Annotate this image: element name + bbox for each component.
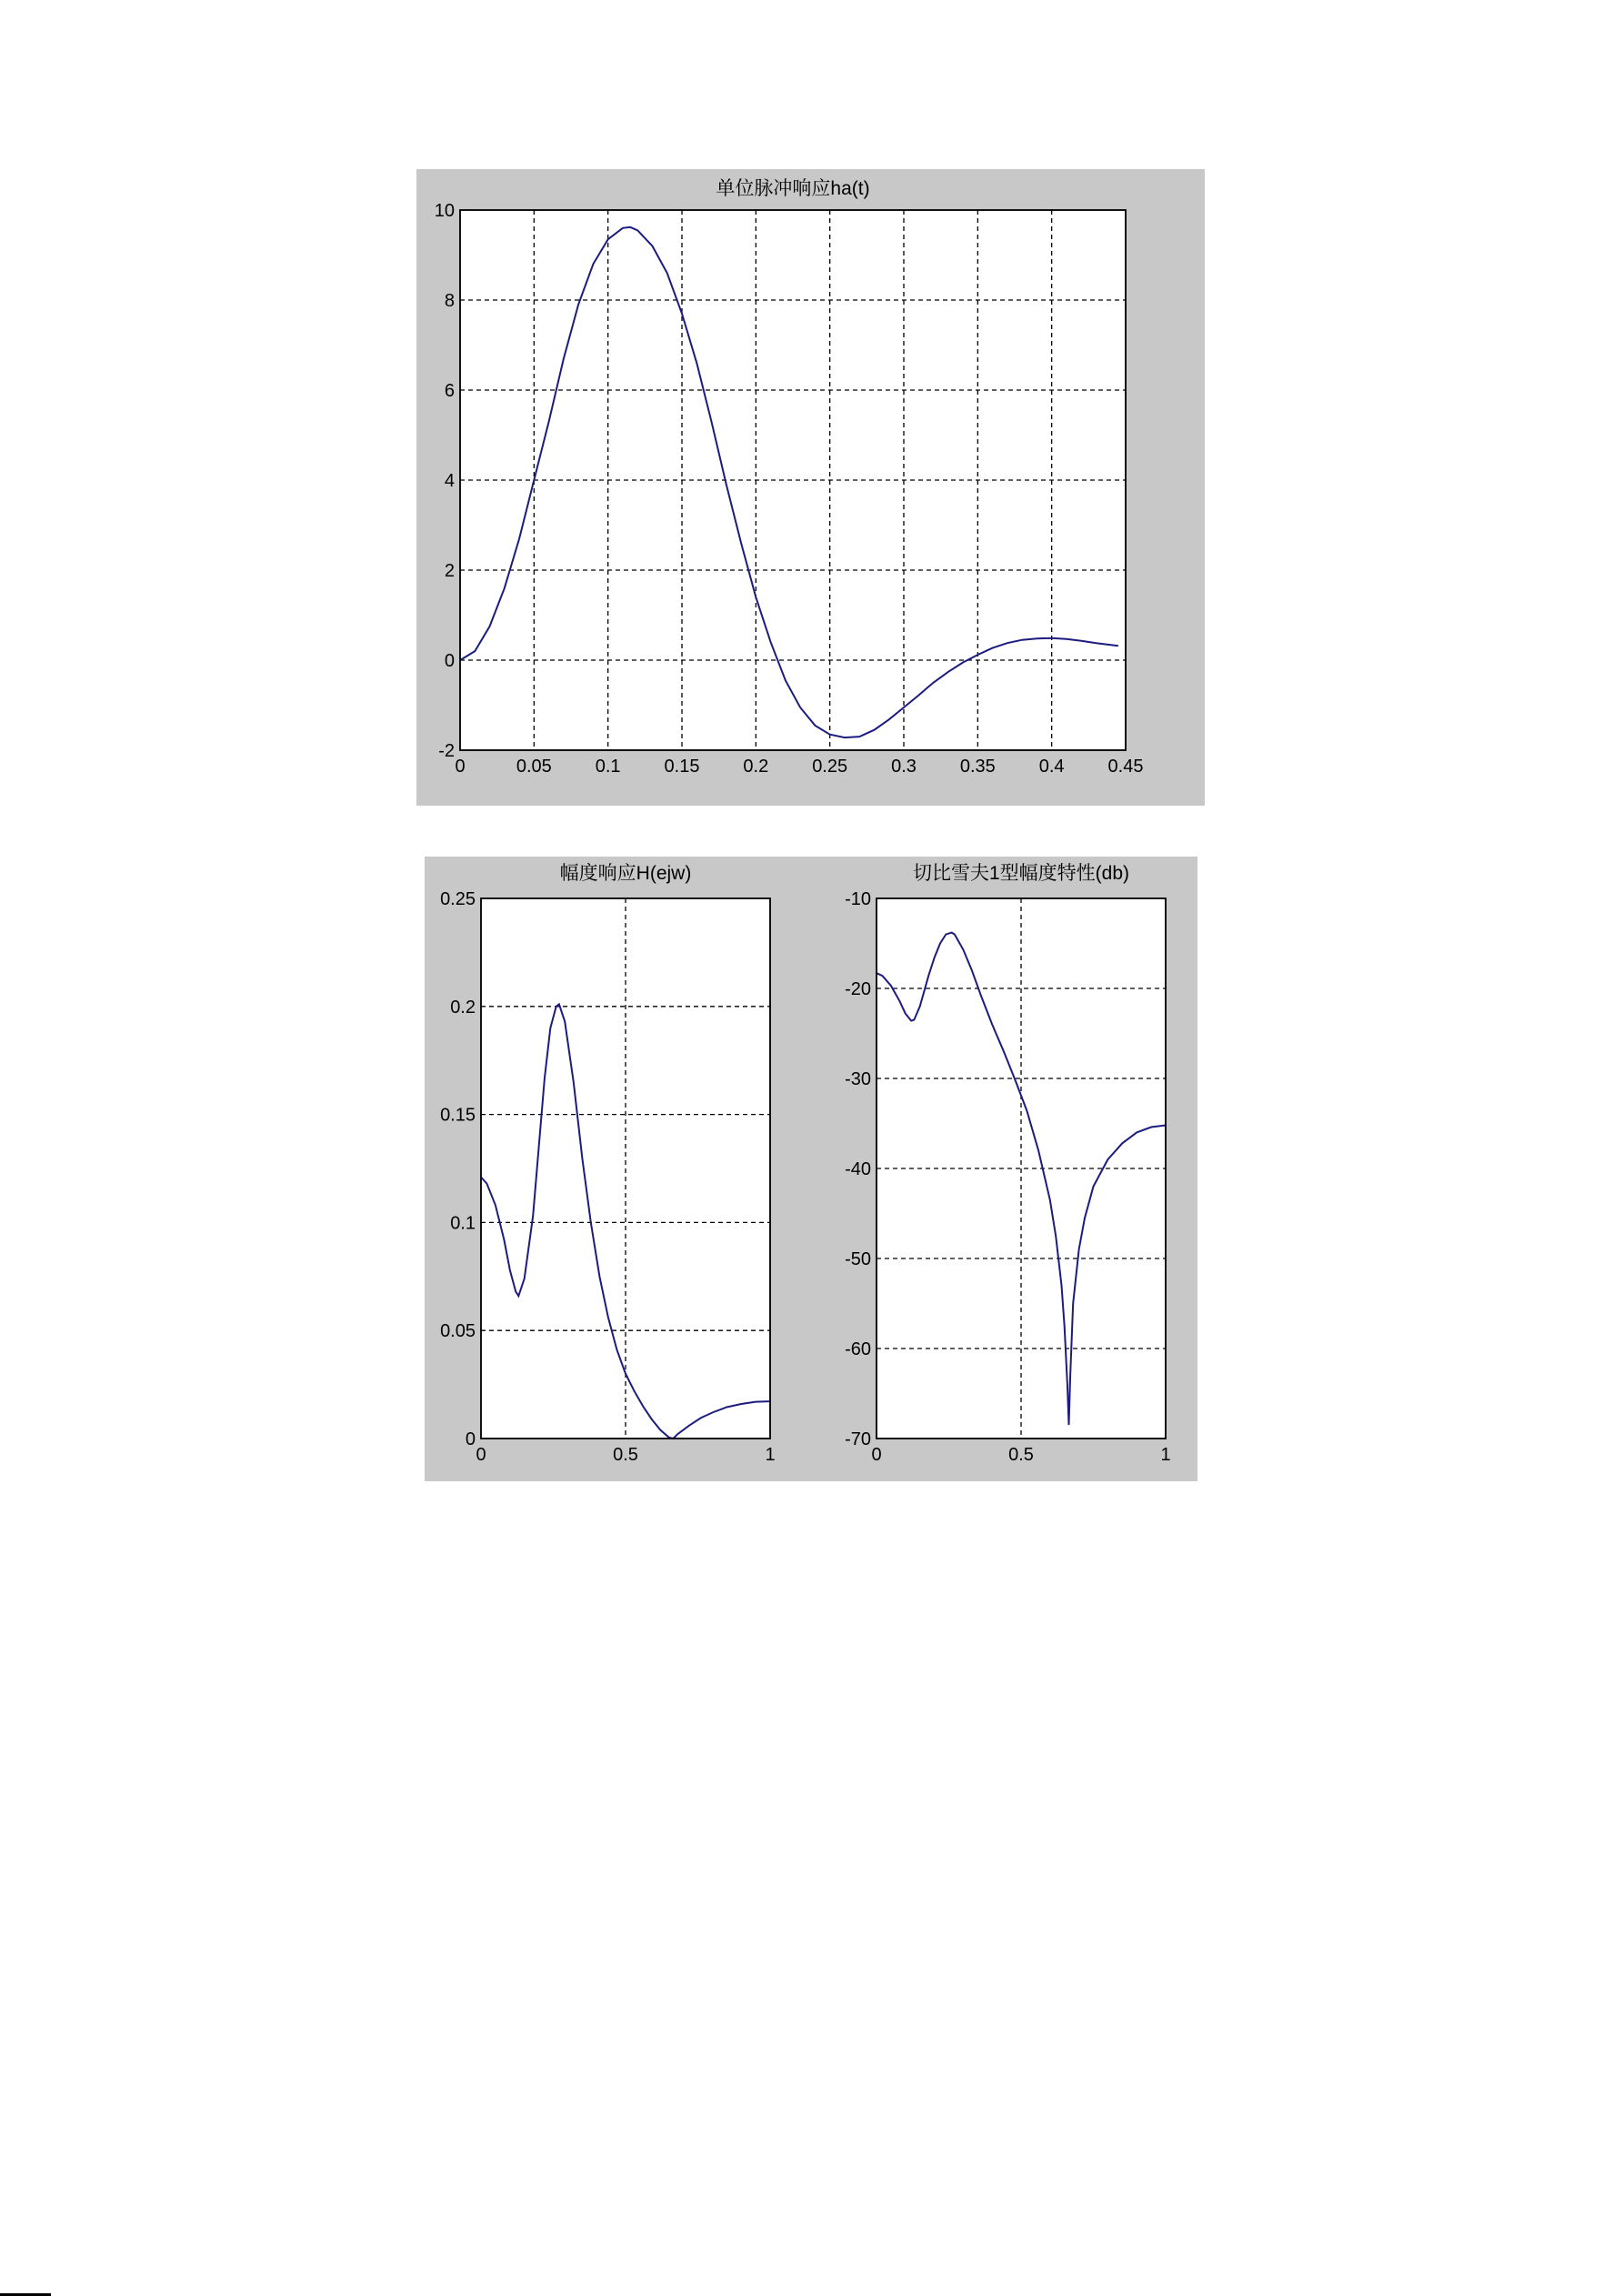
impulse-y-tick-label: 0 — [444, 651, 455, 671]
chebyshev-y-tick-label: -20 — [845, 979, 871, 999]
impulse-x-tick-label: 0.05 — [516, 757, 552, 777]
impulse-y-tick-label: 10 — [434, 201, 455, 221]
impulse-x-tick-label: 0.35 — [959, 757, 996, 777]
frequency-response-figure — [425, 857, 1197, 1481]
magnitude-y-tick-label: 0.2 — [450, 997, 476, 1018]
chebyshev-x-tick-label: 0 — [871, 1445, 882, 1465]
magnitude-y-tick-label: 0.25 — [440, 889, 476, 909]
chebyshev-axes — [845, 863, 1170, 1465]
magnitude-axes — [440, 863, 776, 1465]
impulse-y-tick-label: 2 — [444, 561, 455, 581]
impulse-x-tick-label: 0.2 — [743, 757, 769, 777]
impulse-y-tick-label: 4 — [444, 471, 455, 491]
impulse-x-tick-label: 0.45 — [1107, 757, 1144, 777]
chebyshev-y-tick-label: -30 — [845, 1069, 871, 1089]
impulse-response-chart — [416, 169, 1205, 806]
impulse-x-tick-label: 0.4 — [1038, 757, 1065, 777]
chebyshev-title: 切比雪夫1型幅度特性(db) — [912, 863, 1130, 884]
chebyshev-y-tick-label: -10 — [845, 889, 871, 909]
impulse-axes — [435, 178, 1144, 777]
magnitude-x-tick-label: 0 — [476, 1445, 486, 1465]
impulse-x-tick-label: 0.25 — [812, 757, 848, 777]
chebyshev-y-tick-label: -70 — [845, 1429, 871, 1449]
impulse-x-tick-label: 0 — [455, 757, 466, 777]
chebyshev-y-tick-label: -60 — [845, 1339, 871, 1359]
magnitude-y-tick-label: 0 — [465, 1429, 476, 1449]
impulse-y-tick-label: -2 — [438, 741, 455, 761]
impulse-y-tick-label: 8 — [444, 291, 455, 311]
frequency-response-charts — [425, 857, 1197, 1481]
magnitude-y-tick-label: 0.05 — [440, 1321, 476, 1342]
impulse-response-figure — [416, 169, 1205, 806]
impulse-x-tick-label: 0.15 — [664, 757, 700, 777]
impulse-x-tick-label: 0.3 — [891, 757, 917, 777]
impulse-title: 单位脉冲响应ha(t) — [716, 178, 870, 199]
chebyshev-y-tick-label: -40 — [845, 1159, 871, 1179]
impulse-x-tick-label: 0.1 — [595, 757, 621, 777]
magnitude-y-tick-label: 0.15 — [440, 1105, 476, 1126]
chebyshev-y-tick-label: -50 — [845, 1249, 871, 1269]
chebyshev-x-tick-label: 0.5 — [1008, 1445, 1034, 1465]
magnitude-x-tick-label: 0.5 — [613, 1445, 638, 1465]
impulse-y-tick-label: 6 — [444, 381, 455, 401]
chebyshev-x-tick-label: 1 — [1160, 1445, 1171, 1465]
magnitude-x-tick-label: 1 — [765, 1445, 776, 1465]
magnitude-y-tick-label: 0.1 — [450, 1213, 476, 1234]
magnitude-title: 幅度响应H(ejw) — [559, 863, 692, 884]
